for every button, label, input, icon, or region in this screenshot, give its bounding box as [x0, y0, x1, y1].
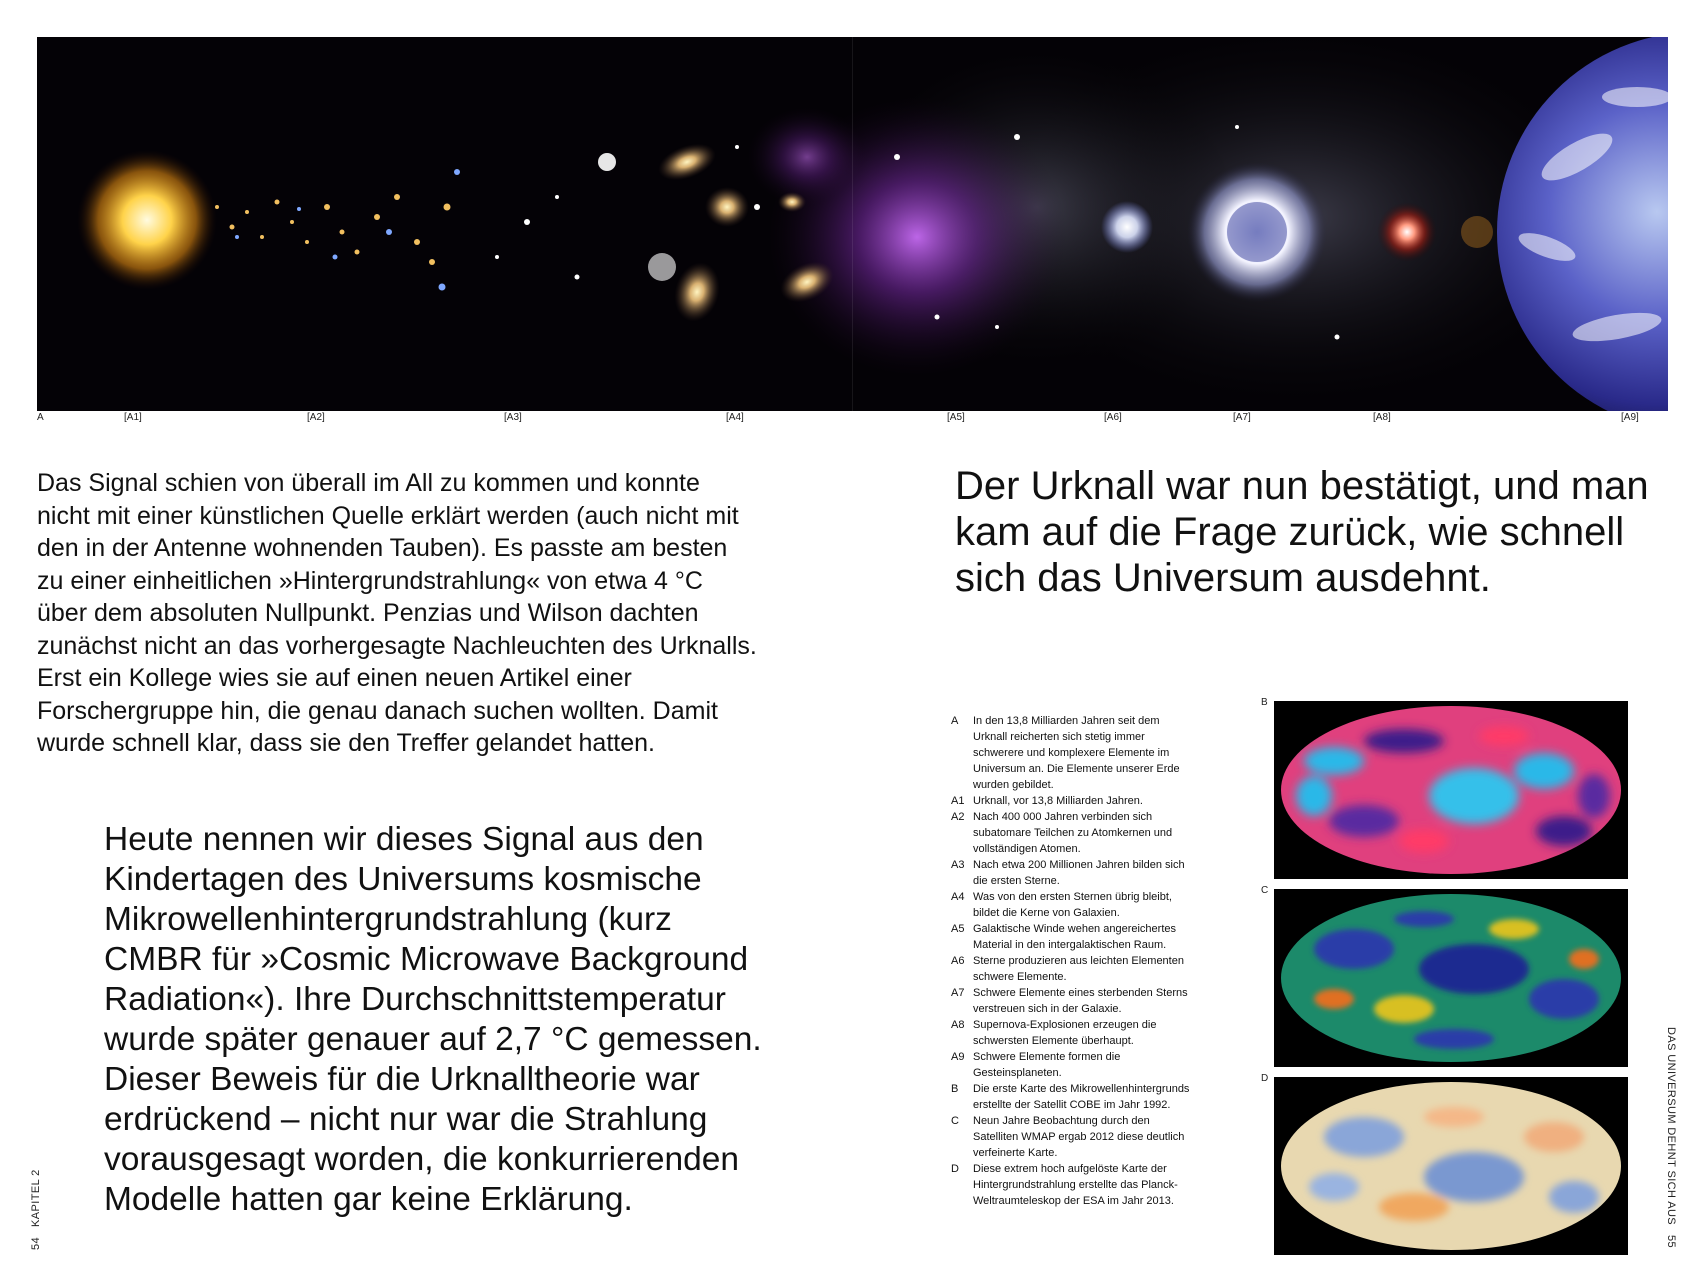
caption-item: [951, 985, 1191, 1017]
caption-item: [951, 1081, 1191, 1113]
caption-key: A8: [951, 1019, 965, 1031]
caption-key: A9: [951, 1051, 965, 1063]
map-label-b: B: [1261, 697, 1268, 708]
stage-label-a8: [A8]: [1373, 412, 1391, 423]
caption-key: B: [951, 1083, 959, 1095]
caption-item: [951, 921, 1191, 953]
caption-text: Was von den ersten Sternen übrig bleibt, bildet die Kerne von Galaxien.: [973, 891, 1172, 919]
running-head-right: DAS UNIVERSUM DEHNT SICH AUS: [1665, 1027, 1677, 1226]
page-fold: [852, 37, 853, 411]
caption-key: D: [951, 1163, 959, 1175]
cobe-map: [1274, 701, 1628, 879]
panorama-labels: [37, 412, 1668, 426]
caption-key: C: [951, 1115, 959, 1127]
stage-label-a2: [A2]: [307, 412, 325, 423]
caption-text: Die erste Karte des Mikrowellenhintergrunds erstellte der Satellit COBE im Jahr 1992.: [973, 1083, 1190, 1111]
caption-key: A2: [951, 811, 965, 823]
caption-key: A6: [951, 955, 965, 967]
page-number-left: 54: [30, 1236, 42, 1250]
caption-list: [951, 713, 1191, 1209]
caption-text: Urknall, vor 13,8 Milliarden Jahren.: [973, 795, 1143, 807]
caption-item: [951, 1161, 1191, 1209]
caption-key: A4: [951, 891, 965, 903]
caption-text: Nach etwa 200 Millionen Jahren bilden sich die ersten Sterne.: [973, 859, 1185, 887]
caption-item: [951, 809, 1191, 857]
caption-text: Sterne produzieren aus leichten Elementen schwere Elemente.: [973, 955, 1184, 983]
stage-label-a4: [A4]: [726, 412, 744, 423]
map-label-d: D: [1261, 1073, 1269, 1084]
cosmic-evolution-panorama: [37, 37, 1668, 411]
map-label-c: C: [1261, 885, 1269, 896]
body-paragraph: Das Signal schien von überall im All zu kommen und konnte nicht mit einer künstlichen Quelle erklärt werden (auch nicht mit den in der Antenne wohnenden Tauben). Es passte am besten zu einer einheitlichen »Hintergrundstrahlung« von etwa 4 °C über dem absoluten Nullpunkt. Penzias und Wilson dachten zunächst nicht an das vorhergesagte Nachleuchten des Urknalls. Erst ein Kollege wies sie auf einen neuen Artikel einer Forschergruppe hin, die genau danach suchen wollten. Damit wurde schnell klar, dass sie den Treffer gelandet hatten.: [37, 469, 757, 757]
caption-key: A5: [951, 923, 965, 935]
stage-label-a1: [A1]: [124, 412, 142, 423]
caption-item: [951, 1049, 1191, 1081]
caption-item: [951, 889, 1191, 921]
planck-map-image: [1274, 1077, 1628, 1255]
pull-quote: Heute nennen wir dieses Signal aus den Kindertagen des Universums kosmische Mikrowellenhintergrundstrahlung (kurz CMBR für »Cosmic Microwave Background Radiation«). Ihre Durchschnittstemperatur wurde später genauer auf 2,7 °C gemessen. Dieser Beweis für die Urknalltheorie war erdrückend – nicht nur war die Strahlung vorausgesagt worden, die konkurrierenden Modelle hatten gar keine Erklärung.: [104, 821, 762, 1218]
caption-item: [951, 953, 1191, 985]
caption-item: [951, 713, 1191, 793]
stage-label-a6: [A6]: [1104, 412, 1122, 423]
stage-label-a9: [A9]: [1621, 412, 1639, 423]
right-footer: [1665, 1027, 1677, 1258]
caption-text: Nach 400 000 Jahren verbinden sich subatomare Teilchen zu Atomkernen und vollständigen Atomen.: [973, 811, 1173, 855]
wmap-map: [1274, 889, 1628, 1067]
caption-item: [951, 1017, 1191, 1049]
stage-label-a5: [A5]: [947, 412, 965, 423]
page-number-right: 55: [1665, 1235, 1677, 1249]
caption-text: Neun Jahre Beobachtung durch den Satelliten WMAP ergab 2012 diese deutlich verfeinerte Karte.: [973, 1115, 1185, 1159]
caption-text: Schwere Elemente eines sterbenden Sterns verstreuen sich in der Galaxie.: [973, 987, 1188, 1015]
caption-text: In den 13,8 Milliarden Jahren seit dem Urknall reicherten sich stetig immer schwerere und komplexere Elemente im Universum an. Die Elemente unserer Erde wurden gebildet.: [973, 715, 1180, 791]
caption-key: A: [951, 715, 959, 727]
planck-map: [1274, 1077, 1628, 1255]
caption-key: A1: [951, 795, 965, 807]
stage-label-a3: [A3]: [504, 412, 522, 423]
left-footer: [30, 1159, 42, 1250]
caption-text: Diese extrem hoch aufgelöste Karte der Hintergrundstrahlung erstellte das Planck-Weltraumteleskop der ESA im Jahr 2013.: [973, 1163, 1178, 1207]
cobe-map-image: [1274, 701, 1628, 879]
caption-item: [951, 793, 1191, 809]
caption-item: [951, 1113, 1191, 1161]
caption-item: [951, 857, 1191, 889]
running-head-left: KAPITEL 2: [30, 1169, 42, 1227]
caption-key: A7: [951, 987, 965, 999]
caption-text: Supernova-Explosionen erzeugen die schwersten Elemente überhaupt.: [973, 1019, 1157, 1047]
caption-key: A3: [951, 859, 965, 871]
panorama-label: A: [37, 412, 44, 423]
stage-label-a7: [A7]: [1233, 412, 1251, 423]
caption-text: Galaktische Winde wehen angereichertes Material in den intergalaktischen Raum.: [973, 923, 1177, 951]
headline: Der Urknall war nun bestätigt, und man kam auf die Frage zurück, wie schnell sich das Universum ausdehnt.: [955, 464, 1649, 600]
caption-text: Schwere Elemente formen die Gesteinsplaneten.: [973, 1051, 1121, 1079]
wmap-map-image: [1274, 889, 1628, 1067]
